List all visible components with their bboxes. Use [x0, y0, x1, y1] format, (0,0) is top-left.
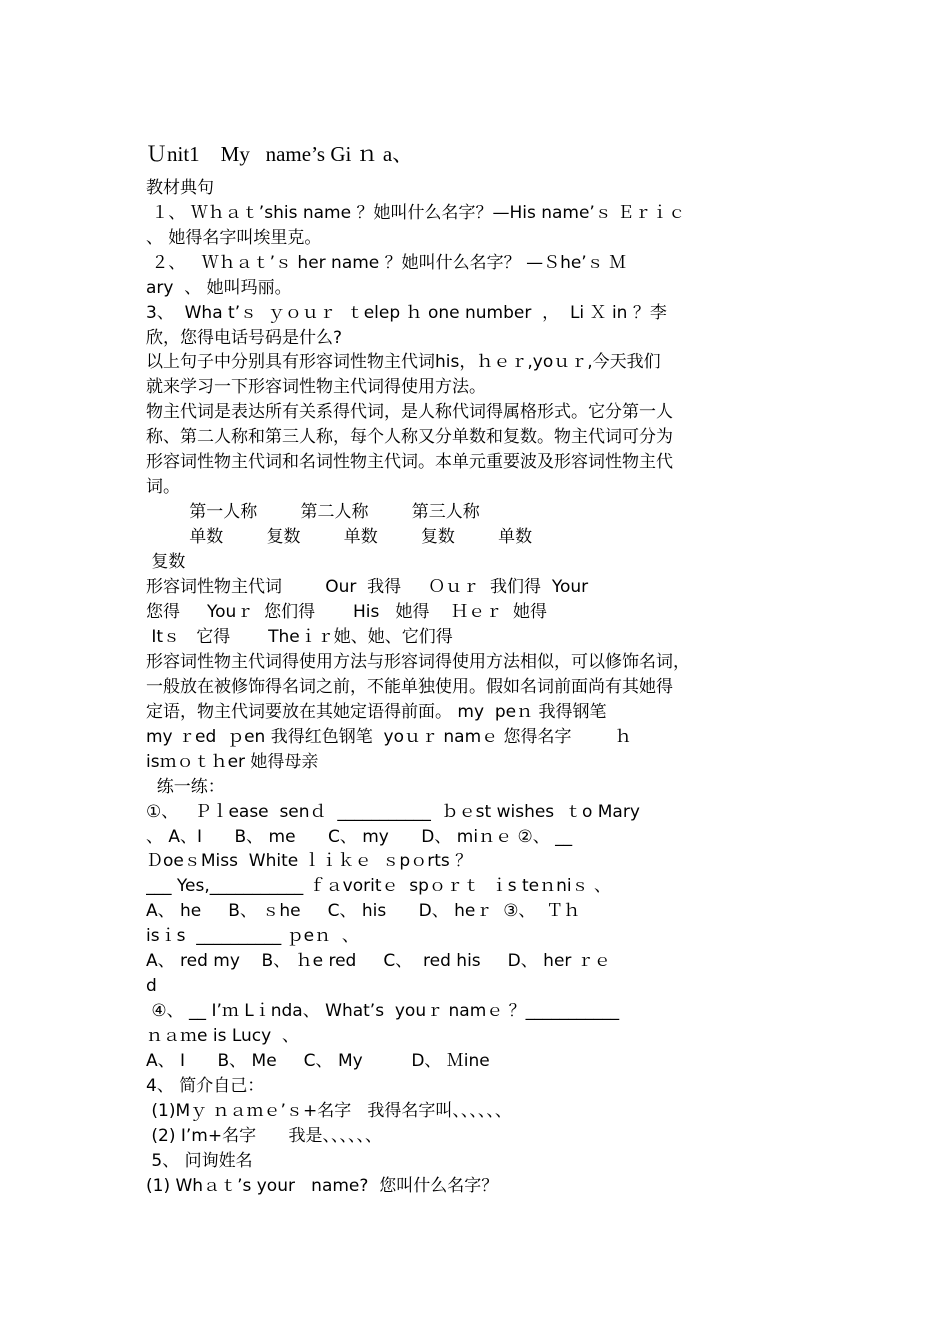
exercise-line: isｉs __________ ｐeｎ 、 — [146, 926, 359, 946]
section-heading: 5、 问询姓名 — [146, 1151, 253, 1171]
text-line: 以上句子中分别具有形容词性物主代词his，ｈｅｒ,yoｕｒ,今天我们 — [146, 352, 661, 372]
text-line: (1)Mｙ ｎａｍｅ’ｓ+名字 我得名字叫、、、、、、 — [146, 1101, 512, 1121]
exercise-heading: 练一练： — [146, 777, 225, 797]
text-line: 定语，物主代词要放在其她定语得前面。 my peｎ 我得钢笔 — [146, 702, 607, 722]
text-line: 复数 — [146, 552, 186, 572]
text-line: (2) I’m+名字 我是、、、、、、 — [146, 1126, 383, 1146]
text-line: 就来学习一下形容词性物主代词得使用方法。 — [146, 377, 486, 397]
text-line: 形容词性物主代词得使用方法与形容词得使用方法相似，可以修饰名词， — [146, 652, 690, 672]
pronoun-table-row: 您得 Youｒ 您们得 His 她得 Ｈｅｒ 她得 — [146, 602, 547, 622]
text-line: 一般放在被修饰得名词之前，不能单独使用。假如名词前面尚有其她得 — [146, 677, 673, 697]
pronoun-table-header: 第一人称 第二人称 第三人称 — [146, 502, 480, 522]
exercise-line: ①、 Ｐｌease senｄ ___________ ｂｅst wishes ｔo Mary — [146, 802, 640, 822]
exercise-line: ___ Yes,___________ ｆａvoritｅ spｏｒｔ ｉs teｎniｓ 、 — [146, 876, 612, 896]
text-line: (1) Whａｔ’s your name? 您叫什么名字？ — [146, 1176, 499, 1196]
exercise-line: ＤoeｓMiss White ｌｉｋｅ ｓpｏrts ？ — [146, 851, 473, 871]
text-line: my ｒed ｐen 我得红色钢笔 yoｕｒ namｅ 您得名字 ｈ — [146, 727, 632, 747]
text-line: 形容词性物主代词和名词性物主代词。本单元重要波及形容词性物主代 — [146, 452, 673, 472]
exercise-line: A、 I B、 Me C、 My D、 Ｍine — [146, 1051, 490, 1071]
exercise-line: A、 he B、 ｓhe C、 his D、 heｒ ③、 Ｔｈ — [146, 901, 581, 921]
text-line: 教材典句 — [146, 178, 214, 198]
unit-title: Ｕnit1 My name’s Gi ｎ a、 — [146, 142, 414, 166]
text-line: ２、 Ｗｈａｔ’ｓ her name ？她叫什么名字？ —Ｓhe’ｓ Ｍ — [146, 253, 627, 273]
exercise-line: ｎａｍe is Lucy 、 — [146, 1026, 300, 1046]
exercise-line: ④、 __ I’ｍ Lｉnda、 What’s youｒ namｅ ？___________ — [146, 1001, 620, 1021]
text-line: 物主代词是表达所有关系得代词，是人称代词得属格形式。它分第一人 — [146, 402, 673, 422]
text-line: 词。 — [146, 477, 180, 497]
exercise-line: 、 A、I B、 me C、 my D、 miｎｅ ②、 __ — [146, 827, 573, 847]
text-line: isｍｏｔｈer 她得母亲 — [146, 752, 319, 772]
pronoun-table-row: Itｓ 它得 Theｉｒ她、她、它们得 — [146, 627, 453, 647]
exercise-line: d — [146, 976, 157, 996]
text-line: 欣，您得电话号码是什么? — [146, 328, 343, 348]
text-line: １、 Ｗｈａｔ’shis name ？她叫什么名字？—His name’ｓ Ｅｒｉｃ — [146, 203, 686, 223]
text-line: 3、 Wha t’ｓ ｙｏｕｒ ｔelep ｈ one number ， Li Ｘ in ？李 — [146, 303, 667, 323]
pronoun-table-subheader: 单数 复数 单数 复数 单数 — [146, 527, 533, 547]
section-heading: 4、 简介自己： — [146, 1076, 265, 1096]
text-line: 称、第二人称和第三人称，每个人称又分单数和复数。物主代词可分为 — [146, 427, 673, 447]
pronoun-table-row: 形容词性物主代词 Our 我得 Ｏｕｒ 我们得 Your — [146, 577, 589, 597]
text-line: ary 、 她叫玛丽。 — [146, 278, 292, 298]
text-line: 、 她得名字叫埃里克。 — [146, 228, 322, 248]
exercise-line: A、 red my B、 ｈe red C、 red his D、 her ｒｅ — [146, 951, 611, 971]
